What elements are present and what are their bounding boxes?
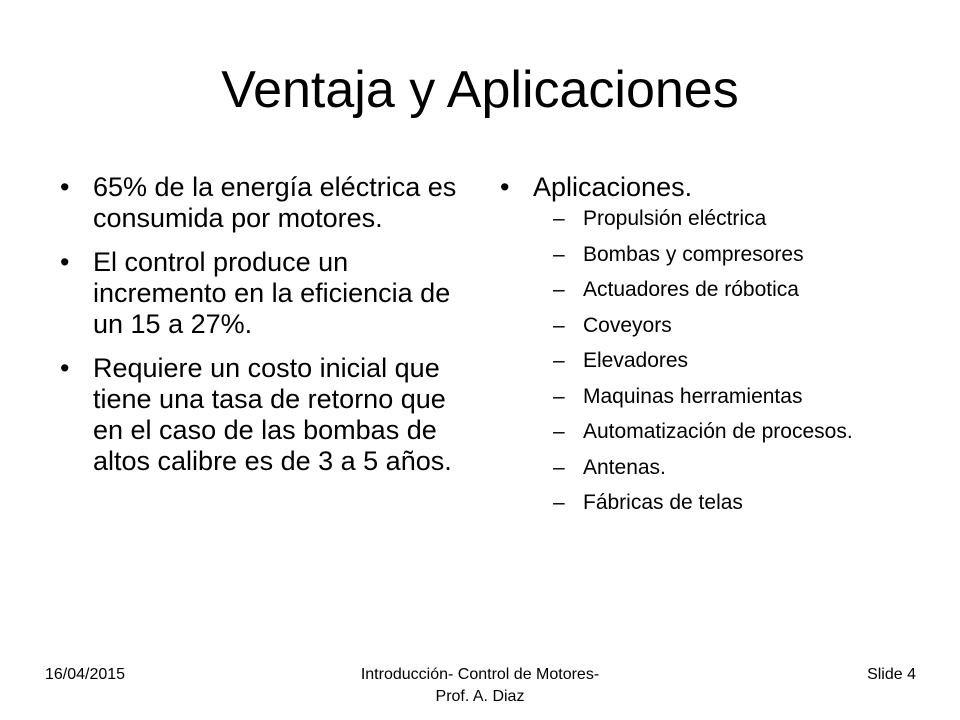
footer-center-line2: Prof. A. Diaz — [435, 688, 525, 705]
bullet-text: Requiere un costo inicial que tiene una tasa de retorno que en el caso de las bombas de altos calibre es de 3 a 5 años. — [93, 353, 452, 476]
dash-icon: – — [553, 420, 565, 443]
dash-icon: – — [553, 278, 565, 301]
application-item — [553, 278, 920, 302]
bullet-text: 65% de la energía eléctrica es consumida por motores. — [93, 172, 457, 233]
application-text: Fábricas de telas — [583, 491, 743, 514]
dash-icon: – — [553, 455, 565, 479]
footer-center-line1: Introducción- Control de Motores- — [360, 666, 600, 683]
dash-icon: – — [553, 313, 565, 337]
application-item — [553, 385, 920, 409]
application-item — [553, 314, 920, 338]
application-text: Antenas. — [583, 455, 666, 479]
left-bullet-list — [60, 172, 470, 477]
application-item — [553, 491, 920, 515]
application-text: Coveyors — [583, 313, 672, 337]
dash-icon: – — [553, 207, 565, 230]
application-text: Maquinas herramientas — [583, 384, 803, 408]
application-text: Automatización de procesos. — [583, 420, 853, 443]
dash-icon: – — [553, 491, 565, 514]
application-item — [553, 420, 920, 444]
bullet-icon: • — [500, 172, 510, 202]
application-item — [553, 207, 920, 231]
dash-icon: – — [553, 349, 565, 372]
right-column — [500, 172, 920, 527]
left-column — [60, 172, 470, 490]
bullet-icon: • — [60, 172, 70, 202]
applications-list — [553, 207, 920, 515]
application-item — [553, 243, 920, 267]
bullet-icon: • — [60, 247, 70, 277]
dash-icon: – — [553, 384, 565, 408]
applications-heading: Aplicaciones. — [533, 172, 693, 202]
application-text: Propulsión eléctrica — [583, 207, 767, 230]
bullet-icon: • — [60, 353, 70, 383]
slide-title: Ventaja y Aplicaciones — [221, 61, 739, 119]
footer-date: 16/04/2015 — [45, 666, 126, 683]
application-text: Bombas y compresores — [583, 242, 804, 266]
footer-slide-number: Slide 4 — [867, 666, 916, 683]
right-bullet-list — [500, 172, 920, 515]
footer-center — [320, 664, 640, 708]
left-bullet-item — [60, 247, 470, 340]
application-text: Actuadores de róbotica — [583, 278, 799, 301]
right-bullet-item — [500, 172, 920, 515]
dash-icon: – — [553, 242, 565, 266]
left-bullet-item — [60, 172, 470, 234]
application-item — [553, 349, 920, 373]
left-bullet-item — [60, 353, 470, 477]
application-item — [553, 456, 920, 480]
bullet-text: El control produce un incremento en la eficiencia de un 15 a 27%. — [93, 247, 451, 339]
application-text: Elevadores — [583, 349, 689, 372]
